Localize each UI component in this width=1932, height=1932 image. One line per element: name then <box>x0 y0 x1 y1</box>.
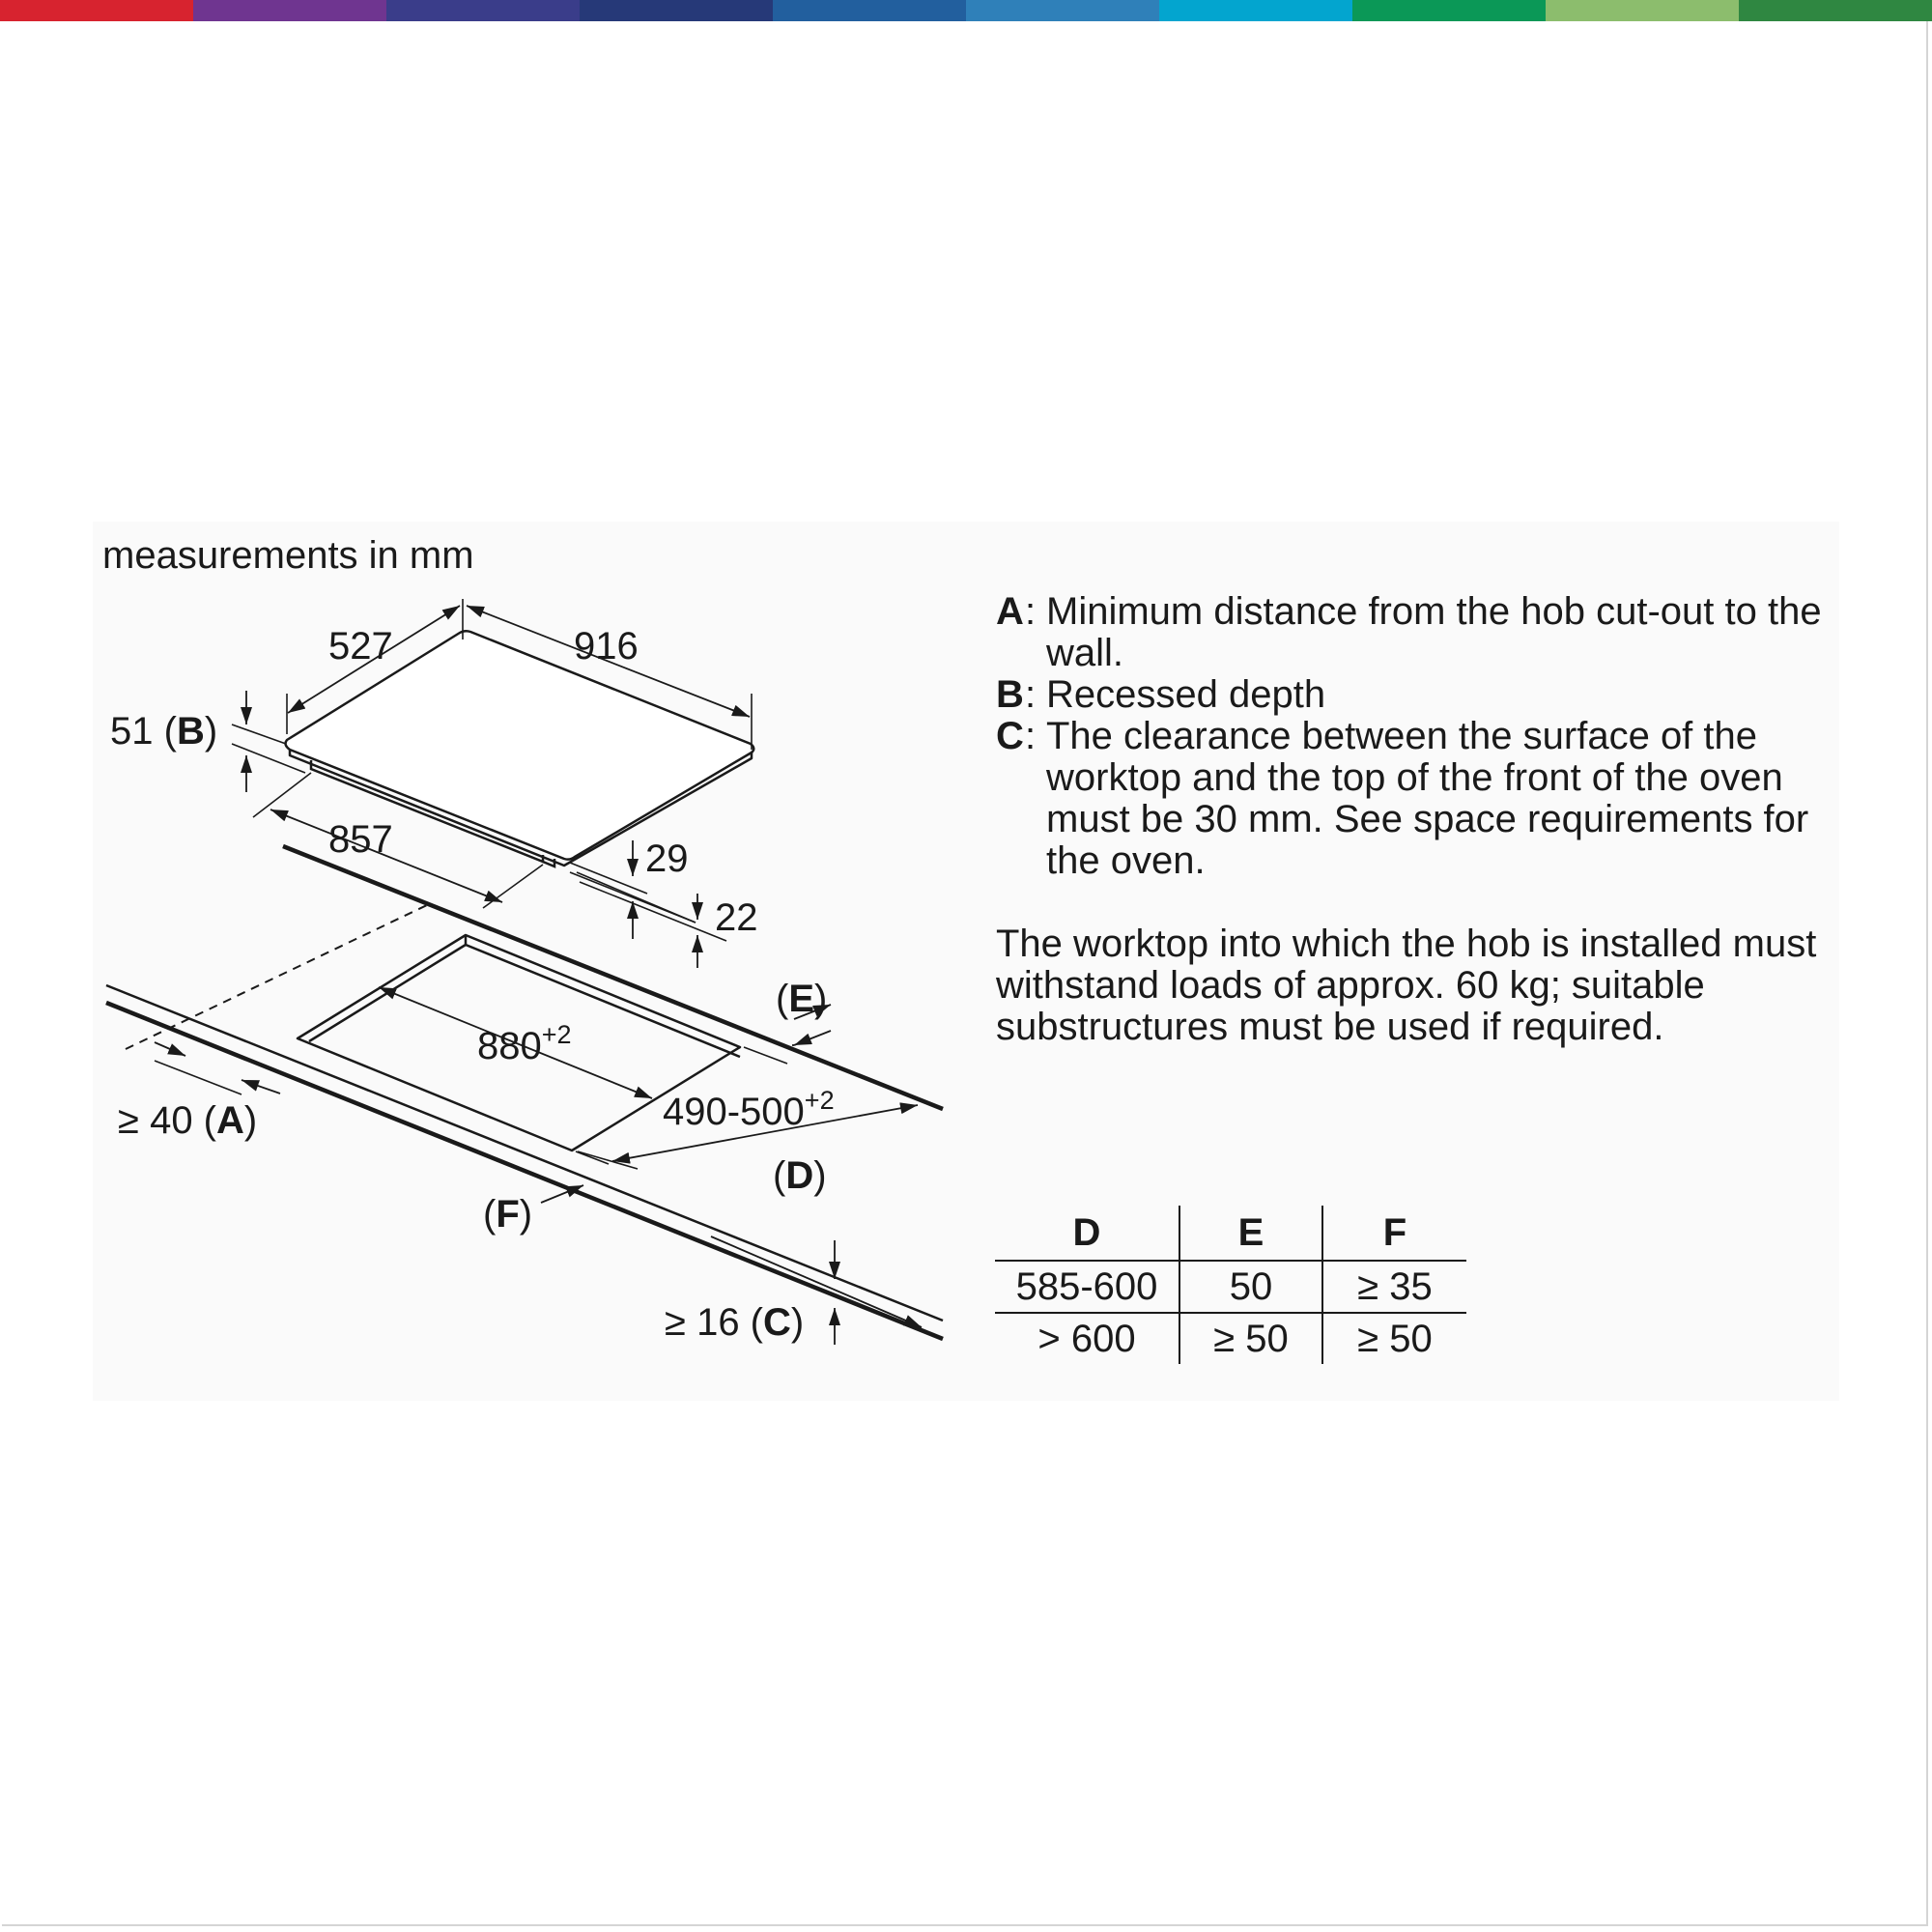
note-key: A <box>996 590 1024 633</box>
note-text: The clearance between the surface of the worktop and the top of the front of the oven must be 30 mm. See space requirements for the oven. <box>1046 715 1809 882</box>
wall-distance-key: A <box>216 1099 244 1142</box>
color-bar-segment <box>1546 0 1739 21</box>
recess-key: B <box>176 710 205 753</box>
recess-close: ) <box>204 710 218 753</box>
note-key: B <box>996 673 1024 716</box>
label-f-key: F <box>496 1193 520 1236</box>
brand-color-bar <box>0 0 1932 21</box>
clearance-label <box>665 1301 804 1344</box>
table-row <box>995 1261 1466 1313</box>
table-cell: > 600 <box>1037 1317 1136 1360</box>
label-d <box>773 1154 827 1197</box>
note-text: Recessed depth <box>1046 673 1326 716</box>
color-bar-segment <box>1352 0 1546 21</box>
table-header-row <box>995 1206 1466 1261</box>
wall-distance-close: ) <box>243 1099 258 1142</box>
note-colon: : <box>1025 673 1037 716</box>
table-header-e: E <box>1179 1206 1322 1261</box>
table-cell: ≥ 50 <box>1179 1313 1322 1364</box>
height-22-label: 22 <box>715 896 758 939</box>
note-key: C <box>996 715 1024 757</box>
width-label: 527 <box>328 625 393 668</box>
label-e-key: E <box>788 978 815 1020</box>
cutout-depth-value: 490-500 <box>663 1091 805 1133</box>
table-row <box>995 1313 1466 1364</box>
recess-value: 51 ( <box>110 710 177 753</box>
cutout-depth-tolerance: +2 <box>804 1086 835 1115</box>
label-d-key: D <box>785 1154 814 1197</box>
inner-length-label: 857 <box>328 818 393 861</box>
note-text: Minimum distance from the hob cut-out to the wall. <box>1046 590 1822 674</box>
table-cell: 50 <box>1179 1261 1322 1313</box>
table-header-d: D <box>995 1206 1179 1261</box>
dimensions-table <box>995 1206 1466 1364</box>
note-a <box>996 591 1846 674</box>
label-e-close: ) <box>814 978 828 1020</box>
table-cell: ≥ 50 <box>1322 1313 1466 1364</box>
units-label: measurements in mm <box>102 534 474 577</box>
label-f-open: ( <box>483 1193 497 1236</box>
cutout-length-tolerance: +2 <box>541 1020 572 1049</box>
clearance-key: C <box>763 1301 791 1344</box>
note-c <box>996 716 1846 882</box>
color-bar-segment <box>1739 0 1932 21</box>
table-cell: ≥ 35 <box>1322 1261 1466 1313</box>
recess-label <box>110 710 217 753</box>
label-d-close: ) <box>813 1154 827 1197</box>
label-f <box>483 1193 532 1236</box>
color-bar-segment <box>386 0 580 21</box>
color-bar-segment <box>966 0 1159 21</box>
length-label: 916 <box>574 625 639 668</box>
label-f-close: ) <box>519 1193 533 1236</box>
note-colon: : <box>1025 590 1037 633</box>
label-e <box>776 978 827 1020</box>
label-d-open: ( <box>773 1154 786 1197</box>
notes-block <box>996 591 1846 1048</box>
clearance-close: ) <box>790 1301 805 1344</box>
note-b <box>996 674 1846 716</box>
color-bar-segment <box>193 0 386 21</box>
load-note: The worktop into which the hob is installed must withstand loads of approx. 60 kg; suitable substructures must be used if required. <box>996 923 1817 1048</box>
color-bar-segment <box>1159 0 1352 21</box>
height-29-label: 29 <box>645 838 689 880</box>
color-bar-segment <box>580 0 773 21</box>
cutout-length-value: 880 <box>477 1025 542 1067</box>
note-colon: : <box>1025 715 1037 757</box>
table-header-f: F <box>1322 1206 1466 1261</box>
table-cell: 585-600 <box>995 1261 1179 1313</box>
clearance-value: ≥ 16 ( <box>665 1301 763 1344</box>
label-e-open: ( <box>776 978 789 1020</box>
color-bar-segment <box>0 0 193 21</box>
wall-distance-value: ≥ 40 ( <box>118 1099 216 1142</box>
wall-distance-label <box>118 1099 257 1142</box>
color-bar-segment <box>773 0 966 21</box>
